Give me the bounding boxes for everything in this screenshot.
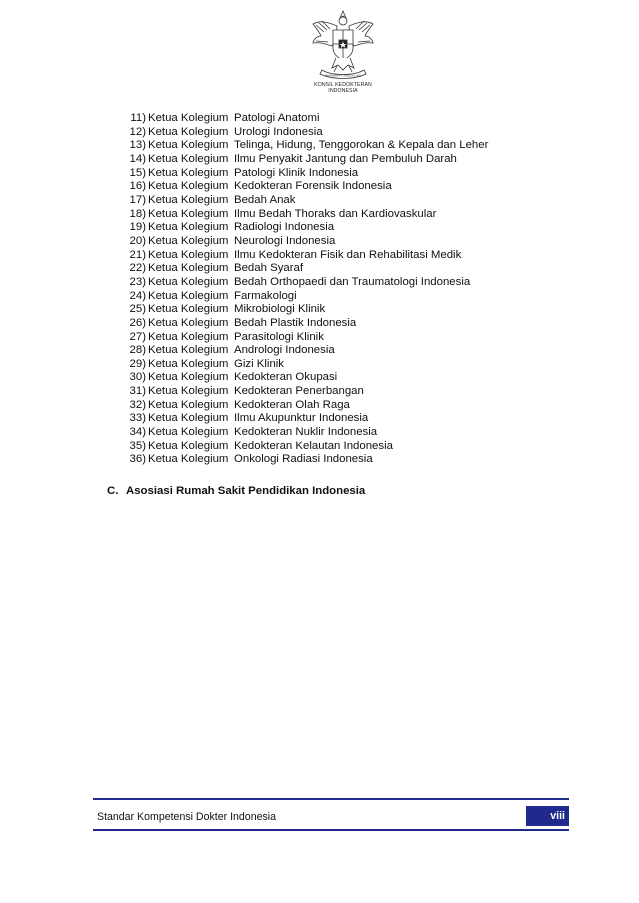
list-item-number: 11): [130, 112, 146, 124]
list-item-name: Patologi Klinik Indonesia: [234, 166, 359, 179]
kolegium-list: [123, 112, 488, 467]
list-item-name: Parasitologi Klinik: [234, 330, 324, 343]
list-item-number: 18): [129, 207, 146, 220]
list-item: [123, 153, 488, 167]
list-item-number: 24): [129, 289, 146, 302]
list-item-number: 20): [129, 234, 146, 247]
list-item-name: Onkologi Radiasi Indonesia: [234, 453, 373, 466]
list-item-number: 27): [129, 330, 146, 343]
list-item-number: 28): [129, 344, 146, 357]
list-item-number: 26): [129, 316, 146, 329]
list-item-name: Kedokteran Forensik Indonesia: [234, 180, 392, 193]
list-item-name: Kedokteran Olah Raga: [234, 398, 350, 411]
list-item-role: Ketua Kolegium: [148, 125, 229, 138]
list-item: [123, 440, 488, 454]
section-title: Asosiasi Rumah Sakit Pendidikan Indonesia: [126, 485, 366, 497]
list-item-number: 29): [129, 357, 146, 370]
list-item: [123, 180, 488, 194]
list-item-role: Ketua Kolegium: [148, 385, 229, 398]
header-caption-line1: KONSIL KEDOKTERAN: [314, 82, 372, 88]
list-item-role: Ketua Kolegium: [148, 357, 229, 370]
list-item-role: Ketua Kolegium: [148, 453, 229, 466]
garuda-emblem-icon: [310, 8, 376, 82]
list-item-role: Ketua Kolegium: [148, 152, 229, 165]
list-item-number: 30): [129, 371, 146, 384]
list-item-name: Kedokteran Penerbangan: [234, 385, 364, 398]
list-item-role: Ketua Kolegium: [148, 180, 229, 193]
list-item-role: Ketua Kolegium: [148, 275, 229, 288]
list-item-name: Andrologi Indonesia: [234, 344, 335, 357]
list-item-number: 33): [129, 412, 146, 425]
list-item: [123, 290, 488, 304]
list-item-number: 32): [129, 398, 146, 411]
list-item-name: Telinga, Hidung, Tenggorokan & Kepala dan Leher: [234, 139, 489, 152]
list-item-role: Ketua Kolegium: [148, 398, 229, 411]
header-caption-line2: INDONESIA: [328, 88, 358, 94]
list-item-name: Gizi Klinik: [234, 357, 285, 370]
list-item: [123, 371, 488, 385]
list-item-name: Patologi Anatomi: [234, 112, 320, 124]
list-item: [123, 126, 488, 140]
list-item-number: 15): [129, 166, 146, 179]
list-item-name: Ilmu Akupunktur Indonesia: [234, 412, 369, 425]
list-item: [123, 303, 488, 317]
page-number-badge: viii: [526, 806, 569, 826]
list-item-name: Kedokteran Kelautan Indonesia: [234, 439, 393, 452]
list-item-name: Kedokteran Nuklir Indonesia: [234, 426, 378, 439]
list-item-number: 13): [129, 139, 146, 152]
list-item-number: 16): [129, 180, 146, 193]
list-item-role: Ketua Kolegium: [148, 193, 229, 206]
list-item-number: 31): [129, 385, 146, 398]
list-item-name: Kedokteran Okupasi: [234, 371, 338, 384]
list-item-number: 22): [129, 262, 146, 275]
list-item-role: Ketua Kolegium: [148, 221, 229, 234]
list-item: [123, 221, 488, 235]
list-item-name: Urologi Indonesia: [234, 125, 323, 138]
list-item: [123, 249, 488, 263]
list-item-role: Ketua Kolegium: [148, 112, 229, 124]
list-item-name: Farmakologi: [234, 289, 297, 302]
list-item-number: 36): [129, 453, 146, 466]
list-item-role: Ketua Kolegium: [148, 262, 229, 275]
list-item-role: Ketua Kolegium: [148, 330, 229, 343]
list-item-role: Ketua Kolegium: [148, 166, 229, 179]
list-item-role: Ketua Kolegium: [148, 412, 229, 425]
list-item: [123, 426, 488, 440]
list-item-name: Ilmu Penyakit Jantung dan Pembuluh Darah: [234, 152, 457, 165]
section-letter: C.: [107, 485, 119, 497]
list-item-number: 12): [129, 125, 146, 138]
section-heading: [107, 485, 365, 497]
document-header: [288, 8, 398, 94]
list-item-number: 14): [129, 152, 146, 165]
list-item: [123, 344, 488, 358]
list-item: [123, 399, 488, 413]
list-item: [123, 194, 488, 208]
list-item-role: Ketua Kolegium: [148, 248, 229, 261]
list-item: [123, 453, 488, 467]
list-item: [123, 385, 488, 399]
list-item-role: Ketua Kolegium: [148, 316, 229, 329]
list-item-role: Ketua Kolegium: [148, 289, 229, 302]
list-item-name: Neurologi Indonesia: [234, 234, 336, 247]
list-item-name: Radiologi Indonesia: [234, 221, 335, 234]
list-item-name: Bedah Syaraf: [234, 262, 304, 275]
list-item-name: Mikrobiologi Klinik: [234, 303, 326, 316]
list-item: [123, 358, 488, 372]
list-item-name: Bedah Orthopaedi dan Traumatologi Indonesia: [234, 275, 471, 288]
list-item: [123, 331, 488, 345]
list-item-name: Ilmu Bedah Thoraks dan Kardiovaskular: [234, 207, 437, 220]
footer-rule-top: [93, 798, 569, 800]
list-item-role: Ketua Kolegium: [148, 426, 229, 439]
list-item: [123, 235, 488, 249]
list-item-number: 23): [129, 275, 146, 288]
list-item-number: 34): [129, 426, 146, 439]
emblem-motto: BHINNEKA TUNGGAL IKA: [324, 73, 362, 78]
list-item-number: 17): [129, 193, 146, 206]
list-item-role: Ketua Kolegium: [148, 207, 229, 220]
list-item-name: Bedah Anak: [234, 193, 296, 206]
footer-document-title: Standar Kompetensi Dokter Indonesia: [97, 811, 277, 823]
list-item: [123, 112, 488, 126]
list-item-number: 25): [129, 303, 146, 316]
list-item-role: Ketua Kolegium: [148, 139, 229, 152]
list-item-role: Ketua Kolegium: [148, 371, 229, 384]
list-item: [123, 276, 488, 290]
list-item-name: Bedah Plastik Indonesia: [234, 316, 357, 329]
list-item: [123, 208, 488, 222]
list-item-name: Ilmu Kedokteran Fisik dan Rehabilitasi Medik: [234, 248, 462, 261]
footer-rule-bottom: [93, 829, 569, 831]
list-item-role: Ketua Kolegium: [148, 234, 229, 247]
list-item-role: Ketua Kolegium: [148, 303, 229, 316]
list-item: [123, 317, 488, 331]
list-item: [123, 139, 488, 153]
list-item: [123, 412, 488, 426]
list-item-number: 35): [129, 439, 146, 452]
list-item-role: Ketua Kolegium: [148, 439, 229, 452]
list-item: [123, 262, 488, 276]
list-item: [123, 167, 488, 181]
list-item-role: Ketua Kolegium: [148, 344, 229, 357]
list-item-number: 21): [129, 248, 146, 261]
list-item-number: 19): [129, 221, 146, 234]
